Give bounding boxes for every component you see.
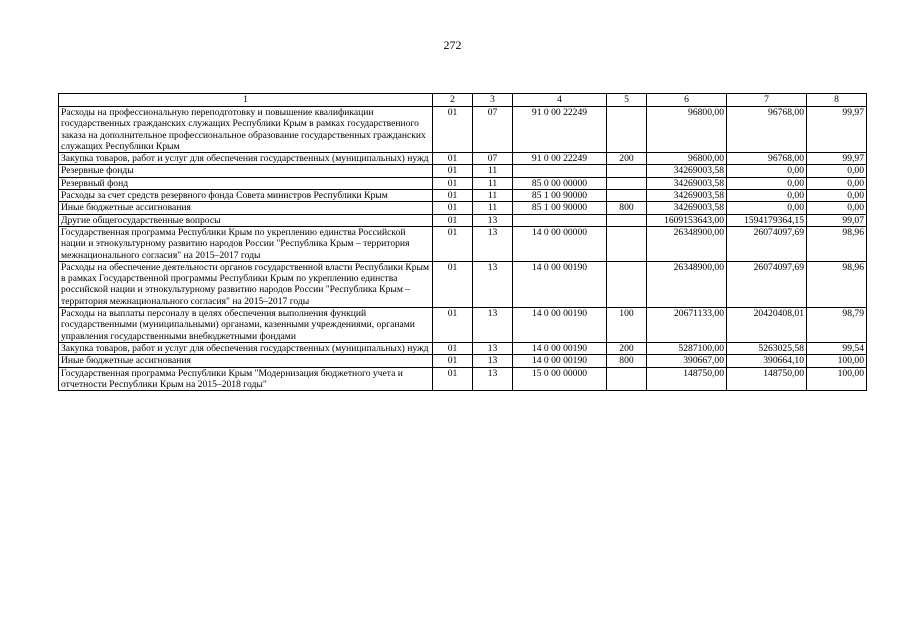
execution-percent-cell: 98,79 bbox=[807, 308, 867, 343]
executed-amount-cell: 0,00 bbox=[727, 165, 807, 177]
table-row bbox=[59, 165, 867, 177]
row-name-cell: Иные бюджетные ассигнования bbox=[59, 355, 433, 367]
subsection-code-cell: 13 bbox=[473, 226, 513, 261]
execution-percent-cell: 99,97 bbox=[807, 107, 867, 153]
execution-percent-cell: 98,96 bbox=[807, 261, 867, 307]
section-code-cell: 01 bbox=[433, 107, 473, 153]
executed-amount-cell: 26074097,69 bbox=[727, 226, 807, 261]
section-code-cell: 01 bbox=[433, 153, 473, 165]
row-name-cell: Закупка товаров, работ и услуг для обеспечения государственных (муниципальных) нужд bbox=[59, 342, 433, 354]
execution-percent-cell: 99,97 bbox=[807, 153, 867, 165]
table-row bbox=[59, 214, 867, 226]
section-code-cell: 01 bbox=[433, 214, 473, 226]
subsection-code-cell: 07 bbox=[473, 153, 513, 165]
plan-amount-cell: 390667,00 bbox=[647, 355, 727, 367]
plan-amount-cell: 34269003,58 bbox=[647, 165, 727, 177]
table-body bbox=[59, 107, 867, 391]
column-header-7: 7 bbox=[727, 94, 807, 107]
execution-percent-cell: 100,00 bbox=[807, 367, 867, 391]
section-code-cell: 01 bbox=[433, 202, 473, 214]
page-number: 272 bbox=[443, 38, 462, 52]
execution-percent-cell: 98,96 bbox=[807, 226, 867, 261]
plan-amount-cell: 26348900,00 bbox=[647, 261, 727, 307]
plan-amount-cell: 20671133,00 bbox=[647, 308, 727, 343]
plan-amount-cell: 148750,00 bbox=[647, 367, 727, 391]
executed-amount-cell: 0,00 bbox=[727, 190, 807, 202]
expense-type-cell bbox=[607, 214, 647, 226]
row-name-cell: Расходы на профессиональную переподготовку и повышение квалификации государственных гражданских служащих Республики Крым в рамках государственного заказа на дополнительное профессиональное образование государственных гражданских служащих Республики Крым bbox=[59, 107, 433, 153]
target-article-cell: 14 0 00 00000 bbox=[513, 226, 607, 261]
expense-type-cell bbox=[607, 177, 647, 189]
plan-amount-cell: 5287100,00 bbox=[647, 342, 727, 354]
plan-amount-cell: 96800,00 bbox=[647, 153, 727, 165]
target-article-cell: 85 1 00 90000 bbox=[513, 190, 607, 202]
column-header-6: 6 bbox=[647, 94, 727, 107]
table-row bbox=[59, 202, 867, 214]
subsection-code-cell: 11 bbox=[473, 165, 513, 177]
subsection-code-cell: 13 bbox=[473, 355, 513, 367]
row-name-cell: Государственная программа Республики Крым по укреплению единства Российской нации и этнокультурному развитию народов России "Республика Крым – территория межнационального согласия" на 2015–2017 годы bbox=[59, 226, 433, 261]
execution-percent-cell: 0,00 bbox=[807, 165, 867, 177]
executed-amount-cell: 390664,10 bbox=[727, 355, 807, 367]
target-article-cell: 85 1 00 90000 bbox=[513, 202, 607, 214]
row-name-cell: Государственная программа Республики Крым "Модернизация бюджетного учета и отчетности Республики Крым на 2015–2018 годы" bbox=[59, 367, 433, 391]
executed-amount-cell: 20420408,01 bbox=[727, 308, 807, 343]
column-header-2: 2 bbox=[433, 94, 473, 107]
row-name-cell: Расходы на обеспечение деятельности органов государственной власти Республики Крым в рамках Государственной программы Республики Крым по укреплению единства российской нации и этнокультурному развитию народов России "Республика Крым – территория межнационального согласия" на 2015–2017 годы bbox=[59, 261, 433, 307]
expense-type-cell: 200 bbox=[607, 342, 647, 354]
subsection-code-cell: 11 bbox=[473, 202, 513, 214]
table-row bbox=[59, 190, 867, 202]
table-row bbox=[59, 226, 867, 261]
row-name-cell: Закупка товаров, работ и услуг для обеспечения государственных (муниципальных) нужд bbox=[59, 153, 433, 165]
target-article-cell: 91 0 00 22249 bbox=[513, 107, 607, 153]
target-article-cell: 14 0 00 00190 bbox=[513, 355, 607, 367]
execution-percent-cell: 0,00 bbox=[807, 202, 867, 214]
section-code-cell: 01 bbox=[433, 226, 473, 261]
expense-type-cell bbox=[607, 190, 647, 202]
target-article-cell: 85 0 00 00000 bbox=[513, 177, 607, 189]
column-header-8: 8 bbox=[807, 94, 867, 107]
plan-amount-cell: 96800,00 bbox=[647, 107, 727, 153]
target-article-cell: 15 0 00 00000 bbox=[513, 367, 607, 391]
column-header-4: 4 bbox=[513, 94, 607, 107]
table-row bbox=[59, 367, 867, 391]
section-code-cell: 01 bbox=[433, 367, 473, 391]
plan-amount-cell: 1609153643,00 bbox=[647, 214, 727, 226]
target-article-cell: 14 0 00 00190 bbox=[513, 308, 607, 343]
executed-amount-cell: 96768,00 bbox=[727, 153, 807, 165]
target-article-cell: 14 0 00 00190 bbox=[513, 261, 607, 307]
row-name-cell: Иные бюджетные ассигнования bbox=[59, 202, 433, 214]
plan-amount-cell: 34269003,58 bbox=[647, 177, 727, 189]
section-code-cell: 01 bbox=[433, 342, 473, 354]
execution-percent-cell: 0,00 bbox=[807, 177, 867, 189]
expense-type-cell bbox=[607, 107, 647, 153]
execution-percent-cell: 0,00 bbox=[807, 190, 867, 202]
row-name-cell: Расходы на выплаты персоналу в целях обеспечения выполнения функций государственными (муниципальными) органами, казенными учреждениями, органами управления государственными внебюджетными фондами bbox=[59, 308, 433, 343]
column-header-1: 1 bbox=[59, 94, 433, 107]
budget-table bbox=[58, 93, 867, 391]
execution-percent-cell: 99,54 bbox=[807, 342, 867, 354]
section-code-cell: 01 bbox=[433, 261, 473, 307]
subsection-code-cell: 13 bbox=[473, 261, 513, 307]
column-header-3: 3 bbox=[473, 94, 513, 107]
expense-type-cell: 200 bbox=[607, 153, 647, 165]
table-row bbox=[59, 107, 867, 153]
expense-type-cell bbox=[607, 226, 647, 261]
expense-type-cell bbox=[607, 261, 647, 307]
subsection-code-cell: 13 bbox=[473, 367, 513, 391]
section-code-cell: 01 bbox=[433, 165, 473, 177]
table-header-row bbox=[59, 94, 867, 107]
execution-percent-cell: 99,07 bbox=[807, 214, 867, 226]
expense-type-cell bbox=[607, 367, 647, 391]
row-name-cell: Резервные фонды bbox=[59, 165, 433, 177]
table-row bbox=[59, 177, 867, 189]
expense-type-cell: 100 bbox=[607, 308, 647, 343]
subsection-code-cell: 07 bbox=[473, 107, 513, 153]
expense-type-cell: 800 bbox=[607, 355, 647, 367]
target-article-cell bbox=[513, 165, 607, 177]
row-name-cell: Другие общегосударственные вопросы bbox=[59, 214, 433, 226]
subsection-code-cell: 13 bbox=[473, 342, 513, 354]
table-row bbox=[59, 355, 867, 367]
plan-amount-cell: 26348900,00 bbox=[647, 226, 727, 261]
plan-amount-cell: 34269003,58 bbox=[647, 202, 727, 214]
plan-amount-cell: 34269003,58 bbox=[647, 190, 727, 202]
executed-amount-cell: 0,00 bbox=[727, 202, 807, 214]
target-article-cell: 91 0 00 22249 bbox=[513, 153, 607, 165]
row-name-cell: Расходы за счет средств резервного фонда Совета министров Республики Крым bbox=[59, 190, 433, 202]
column-header-5: 5 bbox=[607, 94, 647, 107]
expense-type-cell bbox=[607, 165, 647, 177]
section-code-cell: 01 bbox=[433, 177, 473, 189]
subsection-code-cell: 11 bbox=[473, 190, 513, 202]
executed-amount-cell: 1594179364,15 bbox=[727, 214, 807, 226]
table-row bbox=[59, 153, 867, 165]
table-row bbox=[59, 261, 867, 307]
subsection-code-cell: 13 bbox=[473, 214, 513, 226]
target-article-cell bbox=[513, 214, 607, 226]
executed-amount-cell: 5263025,58 bbox=[727, 342, 807, 354]
execution-percent-cell: 100,00 bbox=[807, 355, 867, 367]
row-name-cell: Резервный фонд bbox=[59, 177, 433, 189]
executed-amount-cell: 96768,00 bbox=[727, 107, 807, 153]
subsection-code-cell: 13 bbox=[473, 308, 513, 343]
section-code-cell: 01 bbox=[433, 308, 473, 343]
expense-type-cell: 800 bbox=[607, 202, 647, 214]
table-row bbox=[59, 342, 867, 354]
target-article-cell: 14 0 00 00190 bbox=[513, 342, 607, 354]
executed-amount-cell: 148750,00 bbox=[727, 367, 807, 391]
section-code-cell: 01 bbox=[433, 355, 473, 367]
executed-amount-cell: 0,00 bbox=[727, 177, 807, 189]
section-code-cell: 01 bbox=[433, 190, 473, 202]
executed-amount-cell: 26074097,69 bbox=[727, 261, 807, 307]
table-row bbox=[59, 308, 867, 343]
subsection-code-cell: 11 bbox=[473, 177, 513, 189]
